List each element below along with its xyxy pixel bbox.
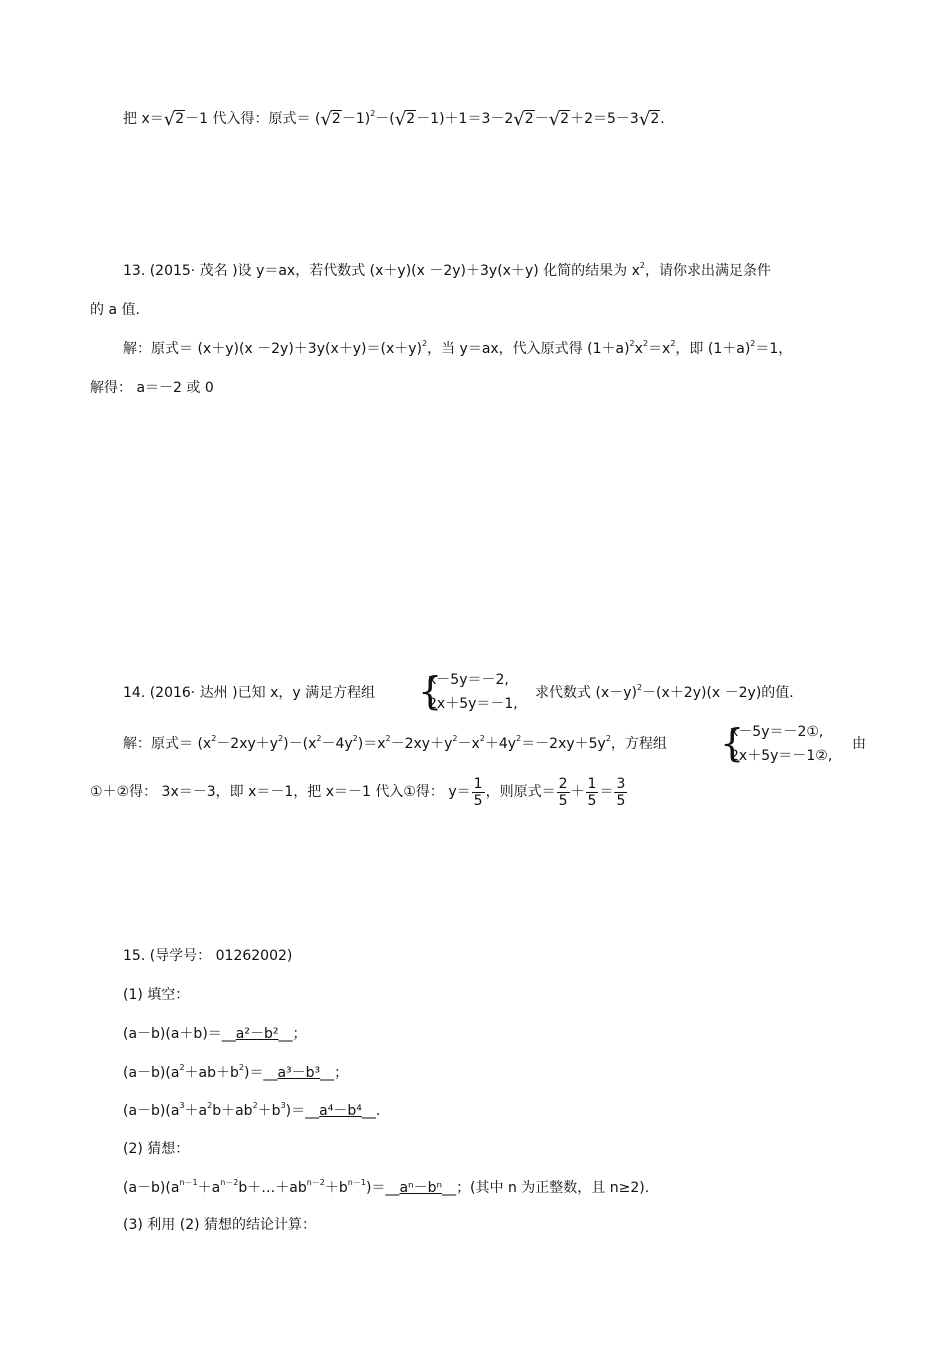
text: ，请你求出满足条件 [644,263,771,279]
exponent: 2 [352,734,358,743]
text: ＋ab＋b [184,1065,239,1081]
exponent: 2 [316,734,322,743]
text: 求代数式 (x－y) [535,685,637,701]
exponent: 2 [479,734,485,743]
text: __； [278,1026,307,1042]
text: ①＋②得： 3x＝－3，即 x＝－1，把 x＝－1 代入①得： y＝ [90,784,471,800]
equation-row: 2x＋5y＝－1, [428,696,518,712]
q13-result [90,378,214,398]
text: (a－b)(a [123,1103,180,1119]
sqrt-expression: √2 [638,109,660,130]
answer-blank: aⁿ－bⁿ [399,1180,443,1196]
text: － [534,111,549,127]
sqrt-expression: √2 [163,109,185,130]
text: 解得： a＝－2 或 0 [90,380,214,396]
text: ＋b [257,1103,281,1119]
sqrt-expression: √2 [548,109,570,130]
text: (3) 利用 (2) 猜想的结论计算： [123,1217,317,1233]
text: 由 [852,736,866,752]
text: )＝x [357,736,386,752]
fraction: $\frac{1}{5}$ [473,775,483,809]
answer-blank: a³－b³ [277,1065,321,1081]
exponent: 3 [179,1101,185,1110]
text: 解：原式＝ (x＋y)(x －2y)＋3y(x＋y)＝(x＋y) [123,341,422,357]
q14-solution-tail [852,734,866,754]
q14-statement-b [535,683,794,703]
exponent: 2 [278,734,284,743]
text: __；(其中 n 为正整数，且 n≥2). [442,1180,650,1196]
text: ＋b [324,1180,348,1196]
text: (2) 猜想： [123,1141,190,1157]
exponent: 2 [670,339,676,348]
text: －2xy＋y [390,736,453,752]
text: 13. (2015· 茂名 )设 y＝ax，若代数式 (x＋y)(x －2y)＋3y(x＋y) 化简的结果为 x [123,263,640,279]
text: __. [361,1103,381,1119]
brace: { [418,669,443,713]
q14-solution [123,734,667,754]
text: ，当 y＝ax，代入原式得 (1＋a) [427,341,630,357]
text: －2xy＋y [216,736,279,752]
text: )－(x [283,736,317,752]
text: ＝x [648,341,671,357]
text: b＋ab [212,1103,253,1119]
text: (a－b)(a＋b)＝__ [123,1026,236,1042]
q15-part2 [123,1139,189,1159]
text: (a－b)(a [123,1180,180,1196]
exponent: 2 [636,683,643,692]
q15-eq1 [123,1024,306,1044]
text: －4y [321,736,353,752]
brace: { [720,721,745,765]
q15-part3 [123,1215,316,1235]
text: ，即 (1＋a) [675,341,751,357]
fraction: $\frac{1}{5}$ [587,775,597,809]
exponent: 2 [629,339,635,348]
exponent: 2 [207,1101,213,1110]
sqrt-expression: √2 [320,109,341,130]
text: ＝－2xy＋5y [521,736,606,752]
exponent: 2 [750,339,756,348]
text: )＝__ [243,1065,278,1081]
text: －1) [341,111,371,127]
fraction: $\frac{3}{5}$ [616,775,626,809]
q13-statement-cont [90,300,140,320]
exponent: 3 [280,1101,286,1110]
exponent: 2 [639,261,645,270]
answer-blank: a⁴－b⁴ [319,1103,362,1119]
exponent: 2 [252,1101,258,1110]
text: －(x＋2y)(x －2y)的值. [642,685,794,701]
sqrt-expression: √2 [513,109,534,130]
sqrt-expression: √2 [394,109,416,130]
exponent: n－1 [179,1178,198,1187]
exponent: 2 [516,734,522,743]
q15-eq4 [123,1178,649,1198]
exponent: 2 [452,734,458,743]
text: ＋ [570,784,585,800]
text: －x [457,736,480,752]
exponent: 2 [385,734,391,743]
text: ＋2＝5－3 [570,111,639,127]
exponent: 2 [179,1063,185,1072]
equation-row: 2x＋5y＝－1②, [730,748,833,764]
exponent: 2 [642,339,649,348]
q15-title [123,946,292,966]
text: ＋a [184,1103,208,1119]
equation-system-1 [418,668,533,716]
text: x [634,341,643,357]
equation-row: x－5y＝－2①, [730,724,824,740]
exponent: 2 [211,734,217,743]
exponent: 2 [238,1063,244,1072]
text: (1) 填空： [123,987,190,1003]
q13-statement [123,261,771,281]
text: －1)＋1＝3－2 [416,111,514,127]
text: ＋a [197,1180,221,1196]
text: ，则原式＝ [485,784,556,800]
q15-eq3 [123,1101,380,1121]
q14-solution-cont [90,774,628,810]
substitution-line [123,109,665,130]
text: 15. (导学号： 01262002) [123,948,293,964]
text: ，方程组 [610,736,667,752]
q15-eq2 [123,1063,348,1083]
text: ＝1， [755,341,793,357]
text: －1 代入得：原式＝ ( [185,111,321,127]
text: (a－b)(a [123,1065,180,1081]
q13-solution [123,339,792,359]
text: . [660,111,665,127]
text: ＝ [599,784,614,800]
text: 解：原式＝ (x [123,736,212,752]
text: )＝__ [365,1180,400,1196]
text: 的 a 值. [90,302,140,318]
answer-blank: a²－b² [235,1026,279,1042]
exponent: n－1 [347,1178,366,1187]
equation-system-2 [720,720,845,768]
text: )＝__ [285,1103,320,1119]
exponent: 2 [370,109,376,118]
text: ＋4y [484,736,517,752]
fraction: $\frac{2}{5}$ [558,775,568,809]
exponent: 2 [421,339,428,348]
q14-statement-a [123,683,375,703]
exponent: n－2 [220,1178,239,1187]
text: b＋…＋ab [238,1180,307,1196]
q15-part1 [123,985,189,1005]
exponent: 2 [605,734,611,743]
text: －( [375,111,395,127]
text: __； [320,1065,349,1081]
text: 14. (2016· 达州 )已知 x，y 满足方程组 [123,685,376,701]
exponent: n－2 [306,1178,325,1187]
equation-row: x－5y＝－2, [428,672,509,688]
text: 把 x＝ [123,111,164,127]
